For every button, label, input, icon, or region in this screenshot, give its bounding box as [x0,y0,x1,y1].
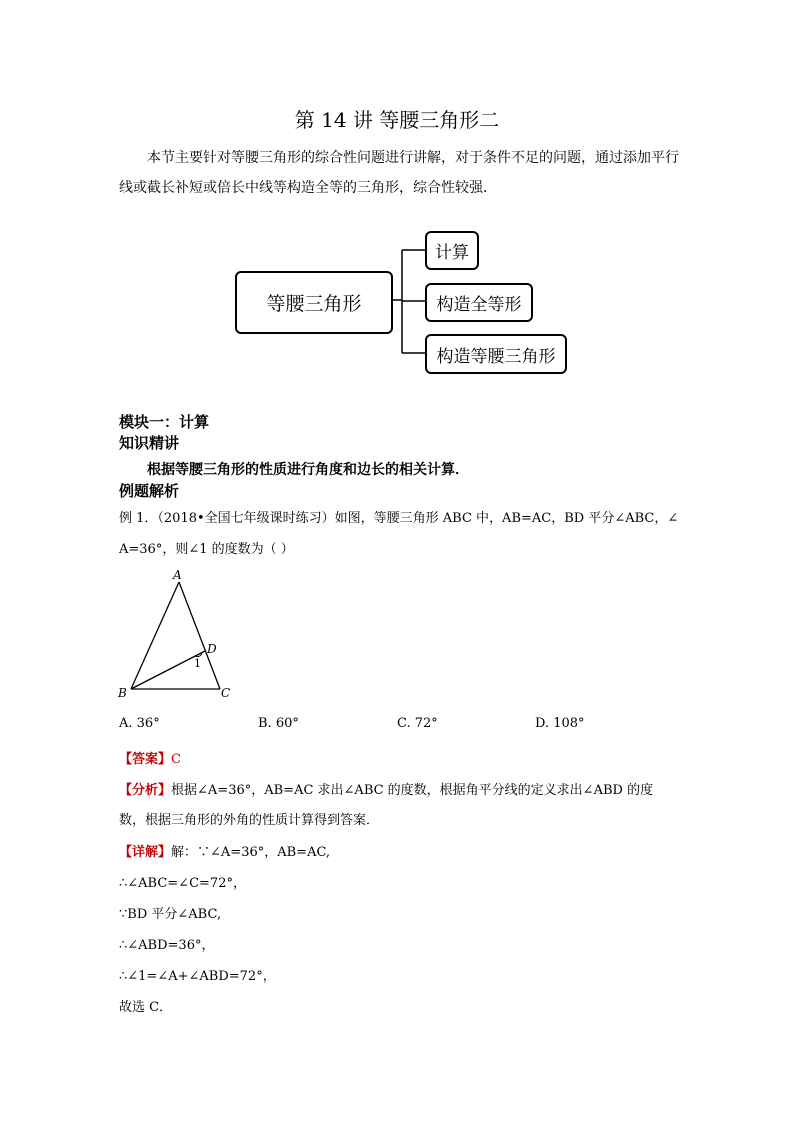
answer-tag: 【答案】 [119,752,172,767]
knowledge-heading: 知识精讲 [119,434,180,452]
detail-line-1 [119,841,330,860]
option-d: D. 108° [535,716,585,731]
triangle-figure [110,565,240,705]
step-5: 故选 C． [119,1000,173,1015]
example-line-1: 例 1．（2018•全国七年级课时练习）如图，等腰三角形 ABC 中，AB=AC，BD 平分∠ABC，∠ [119,511,679,526]
label-angle-1: 1 [194,657,201,670]
step-4: ∴∠1=∠A+∠ABD=72°， [119,969,276,984]
mindmap-root: 等腰三角形 [235,271,393,334]
page-title: 第 14 讲 等腰三角形二 [294,108,500,132]
option-c: C. 72° [397,716,438,731]
label-b: B [118,686,127,700]
option-b: B. 60° [258,716,299,731]
side-ab [131,582,179,689]
analysis-tag: 【分析】 [119,783,172,798]
step-1: ∴∠ABC=∠C=72°， [119,876,246,891]
mindmap-branch-calc: 计算 [425,231,479,270]
analysis-line-1 [119,779,653,798]
label-a: A [173,568,182,582]
option-a: A. 36° [119,716,160,731]
example-line-2: A=36°，则∠1 的度数为（ ） [119,542,294,557]
mindmap-branch-congruent: 构造全等形 [425,283,533,322]
intro-paragraph: 本节主要针对等腰三角形的综合性问题进行讲解，对于条件不足的问题，通过添加平行线或截长补短或倍长中线等构造全等的三角形，综合性较强． [119,150,679,196]
knowledge-text: 根据等腰三角形的性质进行角度和边长的相关计算． [147,462,469,478]
detail-tag: 【详解】 [119,845,172,860]
examples-heading: 例题解析 [119,482,180,500]
label-d: D [207,642,217,656]
detail-text-1: 解：∵∠A=36°，AB=AC, [171,845,331,860]
step-2: ∵BD 平分∠ABC, [119,907,222,922]
analysis-text-1: 根据∠A=36°，AB=AC 求出∠ABC 的度数，根据角平分线的定义求出∠ABD 的度 [171,783,654,798]
answer-line [119,748,181,767]
answer-value: C [171,752,181,767]
step-3: ∴∠ABD=36°， [119,938,215,953]
module-heading: 模块一：计算 [119,413,210,431]
side-ac [179,582,220,689]
label-c: C [221,686,231,700]
mindmap-branch-isosceles: 构造等腰三角形 [425,334,567,374]
analysis-line-2: 数，根据三角形的外角的性质计算得到答案． [119,813,380,828]
mindmap-connectors [0,0,794,400]
